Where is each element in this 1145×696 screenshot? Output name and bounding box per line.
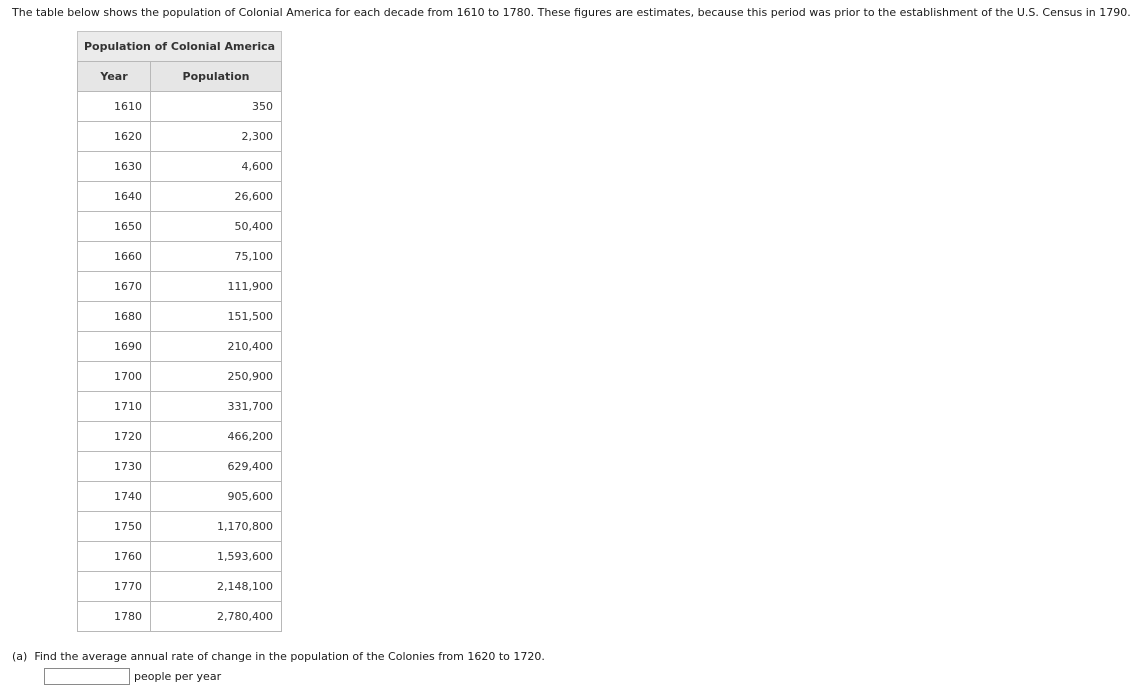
- population-cell: 1,170,800: [151, 512, 282, 542]
- year-cell: 1680: [78, 302, 151, 332]
- year-cell: 1730: [78, 452, 151, 482]
- table-row: [78, 332, 282, 362]
- population-cell: 2,148,100: [151, 572, 282, 602]
- header-year: Year: [78, 62, 151, 92]
- table-row: [78, 302, 282, 332]
- year-cell: 1650: [78, 212, 151, 242]
- year-cell: 1690: [78, 332, 151, 362]
- question-text: Find the average annual rate of change in the population of the Colonies from 1620 to 1720.: [34, 650, 545, 663]
- table-row: [78, 422, 282, 452]
- population-cell: 50,400: [151, 212, 282, 242]
- year-cell: 1750: [78, 512, 151, 542]
- population-cell: 466,200: [151, 422, 282, 452]
- population-cell: 210,400: [151, 332, 282, 362]
- answer-row: [44, 668, 221, 685]
- table-row: [78, 272, 282, 302]
- population-cell: 250,900: [151, 362, 282, 392]
- year-cell: 1640: [78, 182, 151, 212]
- population-cell: 2,780,400: [151, 602, 282, 632]
- year-cell: 1720: [78, 422, 151, 452]
- table-row: [78, 182, 282, 212]
- population-cell: 1,593,600: [151, 542, 282, 572]
- answer-input[interactable]: [44, 668, 130, 685]
- population-table: [77, 31, 282, 632]
- year-cell: 1740: [78, 482, 151, 512]
- header-population: Population: [151, 62, 282, 92]
- table-row: [78, 212, 282, 242]
- table-row: [78, 392, 282, 422]
- year-cell: 1710: [78, 392, 151, 422]
- year-cell: 1630: [78, 152, 151, 182]
- table-caption: Population of Colonial America: [77, 31, 282, 61]
- table-row: [78, 152, 282, 182]
- year-cell: 1760: [78, 542, 151, 572]
- question-a: [12, 650, 545, 664]
- population-cell: 75,100: [151, 242, 282, 272]
- population-cell: 4,600: [151, 152, 282, 182]
- intro-text: The table below shows the population of Colonial America for each decade from 1610 to 1780. These figures are estimates, because this period was prior to the establishment of the U.S. Census in 1790.: [12, 6, 1131, 19]
- table-row: [78, 512, 282, 542]
- table-row: [78, 602, 282, 632]
- population-cell: 905,600: [151, 482, 282, 512]
- year-cell: 1620: [78, 122, 151, 152]
- population-cell: 629,400: [151, 452, 282, 482]
- year-cell: 1700: [78, 362, 151, 392]
- population-cell: 350: [151, 92, 282, 122]
- table-row: [78, 572, 282, 602]
- year-cell: 1660: [78, 242, 151, 272]
- year-cell: 1770: [78, 572, 151, 602]
- population-cell: 111,900: [151, 272, 282, 302]
- population-cell: 331,700: [151, 392, 282, 422]
- population-cell: 26,600: [151, 182, 282, 212]
- table-row: [78, 482, 282, 512]
- table-row: [78, 242, 282, 272]
- year-cell: 1780: [78, 602, 151, 632]
- answer-unit-label: people per year: [134, 670, 222, 683]
- year-cell: 1670: [78, 272, 151, 302]
- table-row: [78, 122, 282, 152]
- table-row: [78, 452, 282, 482]
- question-label: (a): [12, 650, 28, 663]
- table-row: [78, 362, 282, 392]
- table-row: [78, 542, 282, 572]
- population-cell: 2,300: [151, 122, 282, 152]
- year-cell: 1610: [78, 92, 151, 122]
- table-row: [78, 92, 282, 122]
- population-cell: 151,500: [151, 302, 282, 332]
- table-header-row: [78, 62, 282, 92]
